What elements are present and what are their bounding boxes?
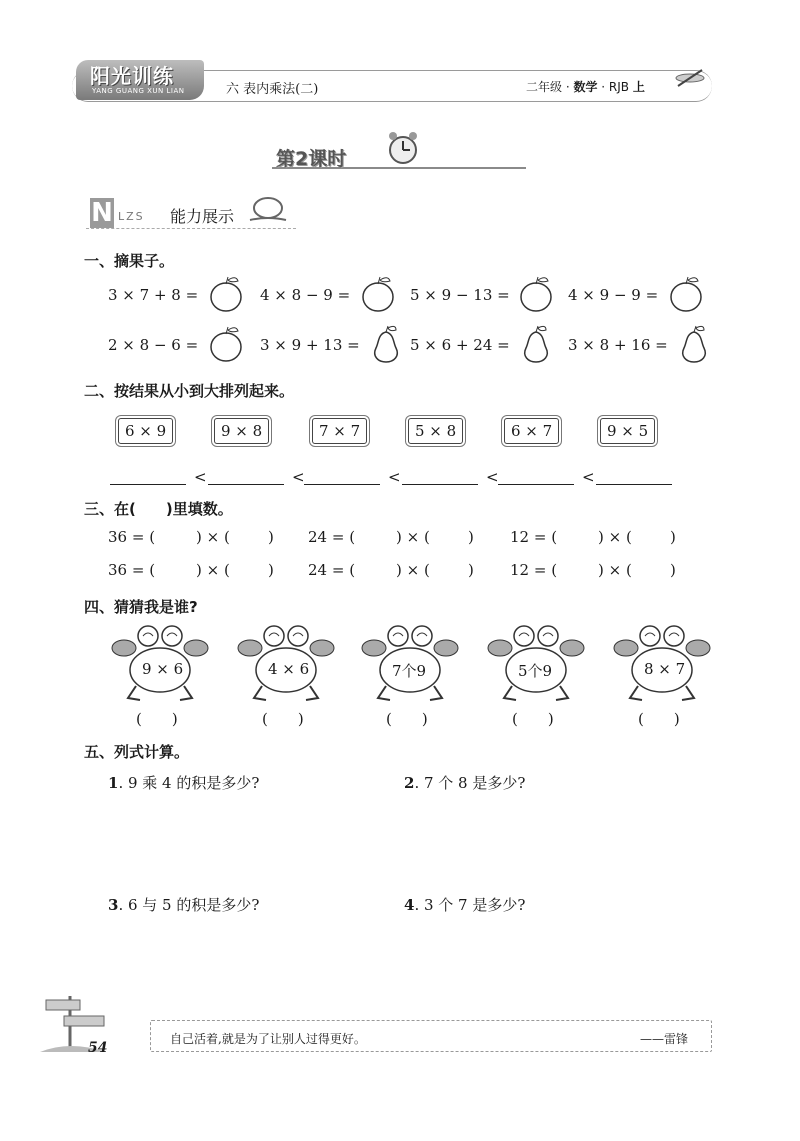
calc-num-3: 3 — [108, 896, 119, 914]
calc-text-4: . 3 个 7 是多少? — [414, 896, 526, 914]
volume: 上 — [632, 80, 645, 94]
crab-label: 4 × 6 — [268, 660, 310, 678]
factor-equation-mid: ) × ( — [396, 528, 430, 546]
grade-suffix: · RJB — [597, 80, 633, 94]
product-card: 6 × 9 — [118, 418, 173, 444]
factor-equation-mid: ) × ( — [598, 528, 632, 546]
factor-equation-mid: ) × ( — [196, 561, 230, 579]
factor-equation-end: ) — [670, 528, 676, 546]
answer-blank — [110, 470, 186, 485]
factor-equation-left: 36 = ( — [108, 561, 156, 579]
less-than-sign: < — [292, 468, 305, 486]
factor-equation-end: ) — [670, 561, 676, 579]
crab-answer-blank: ( ) — [512, 710, 554, 728]
calc-question-1 — [108, 772, 259, 793]
less-than-sign: < — [582, 468, 595, 486]
grade-info — [526, 78, 645, 95]
section-badge: N — [91, 198, 113, 228]
crab-label: 8 × 7 — [644, 660, 686, 678]
footer-motto: 自己活着,就是为了让别人过得更好。 — [170, 1032, 366, 1046]
q1-title: 一、摘果子。 — [84, 252, 175, 270]
calc-question-3 — [108, 894, 259, 915]
section-name: 能力展示 — [170, 207, 235, 226]
product-card: 6 × 7 — [504, 418, 559, 444]
apple-icon — [516, 274, 556, 314]
q1-expression: 4 × 9 − 9 = — [568, 286, 659, 304]
brand-title: 阳光训练 — [90, 64, 174, 88]
q1-expression: 5 × 6 + 24 = — [410, 336, 510, 354]
brand-subtitle: YANG GUANG XUN LIAN — [92, 87, 185, 95]
calc-num-4: 4 — [404, 896, 415, 914]
factor-equation-mid: ) × ( — [598, 561, 632, 579]
factor-equation-mid: ) × ( — [396, 561, 430, 579]
factor-equation-mid: ) × ( — [196, 528, 230, 546]
q4-title: 四、猜猜我是谁? — [84, 598, 198, 616]
answer-blank — [498, 470, 574, 485]
less-than-sign: < — [486, 468, 499, 486]
apple-icon — [666, 274, 706, 314]
factor-equation-end: ) — [468, 561, 474, 579]
crab-answer-blank: ( ) — [638, 710, 680, 728]
q1-expression: 5 × 9 − 13 = — [410, 286, 510, 304]
factor-equation-left: 24 = ( — [308, 561, 356, 579]
snail-icon — [244, 190, 290, 226]
q1-expression: 3 × 8 + 16 = — [568, 336, 668, 354]
less-than-sign: < — [388, 468, 401, 486]
product-card: 5 × 8 — [408, 418, 463, 444]
factor-equation-end: ) — [268, 528, 274, 546]
q1-expression: 3 × 7 + 8 = — [108, 286, 199, 304]
q1-expression: 3 × 9 + 13 = — [260, 336, 360, 354]
pear-icon — [674, 324, 714, 364]
factor-equation-left: 36 = ( — [108, 528, 156, 546]
clock-icon — [385, 130, 421, 166]
calc-text-3: . 6 与 5 的积是多少? — [118, 896, 260, 914]
subject: 数学 — [573, 80, 598, 94]
answer-blank — [208, 470, 284, 485]
less-than-sign: < — [194, 468, 207, 486]
product-card: 9 × 5 — [600, 418, 655, 444]
answer-blank — [596, 470, 672, 485]
factor-equation-end: ) — [468, 528, 474, 546]
q5-title: 五、列式计算。 — [84, 743, 190, 761]
apple-icon — [206, 274, 246, 314]
section-code: LZS — [118, 210, 145, 223]
calc-question-4 — [404, 894, 525, 915]
answer-blank — [304, 470, 380, 485]
product-card: 9 × 8 — [214, 418, 269, 444]
apple-icon — [358, 274, 398, 314]
pear-icon — [366, 324, 406, 364]
crab-answer-blank: ( ) — [262, 710, 304, 728]
footer-author: ——雷锋 — [640, 1032, 689, 1046]
crab-answer-blank: ( ) — [136, 710, 178, 728]
lesson-title: 第2课时 — [276, 148, 347, 170]
q1-expression: 4 × 8 − 9 = — [260, 286, 351, 304]
crab-label: 7个9 — [392, 662, 427, 680]
crab-answer-blank: ( ) — [386, 710, 428, 728]
q1-expression: 2 × 8 − 6 = — [108, 336, 199, 354]
factor-equation-left: 24 = ( — [308, 528, 356, 546]
calc-num-2: 2 — [404, 774, 415, 792]
page-number: 54 — [88, 1040, 108, 1056]
chapter-title: 六 表内乘法(二) — [226, 82, 319, 97]
crab-label: 9 × 6 — [142, 660, 184, 678]
section-divider — [86, 228, 296, 229]
apple-icon — [206, 324, 246, 364]
answer-blank — [402, 470, 478, 485]
q2-title: 二、按结果从小到大排列起来。 — [84, 382, 295, 400]
factor-equation-left: 12 = ( — [510, 528, 558, 546]
calc-question-2 — [404, 772, 525, 793]
crab-label: 5个9 — [518, 662, 553, 680]
pear-icon — [516, 324, 556, 364]
dragonfly-icon — [672, 62, 708, 92]
calc-text-1: . 9 乘 4 的积是多少? — [118, 774, 260, 792]
factor-equation-left: 12 = ( — [510, 561, 558, 579]
calc-text-2: . 7 个 8 是多少? — [414, 774, 526, 792]
q3-title: 三、在( )里填数。 — [84, 500, 233, 518]
calc-num-1: 1 — [108, 774, 119, 792]
product-card: 7 × 7 — [312, 418, 367, 444]
factor-equation-end: ) — [268, 561, 274, 579]
grade-prefix: 二年级 · — [526, 80, 574, 94]
